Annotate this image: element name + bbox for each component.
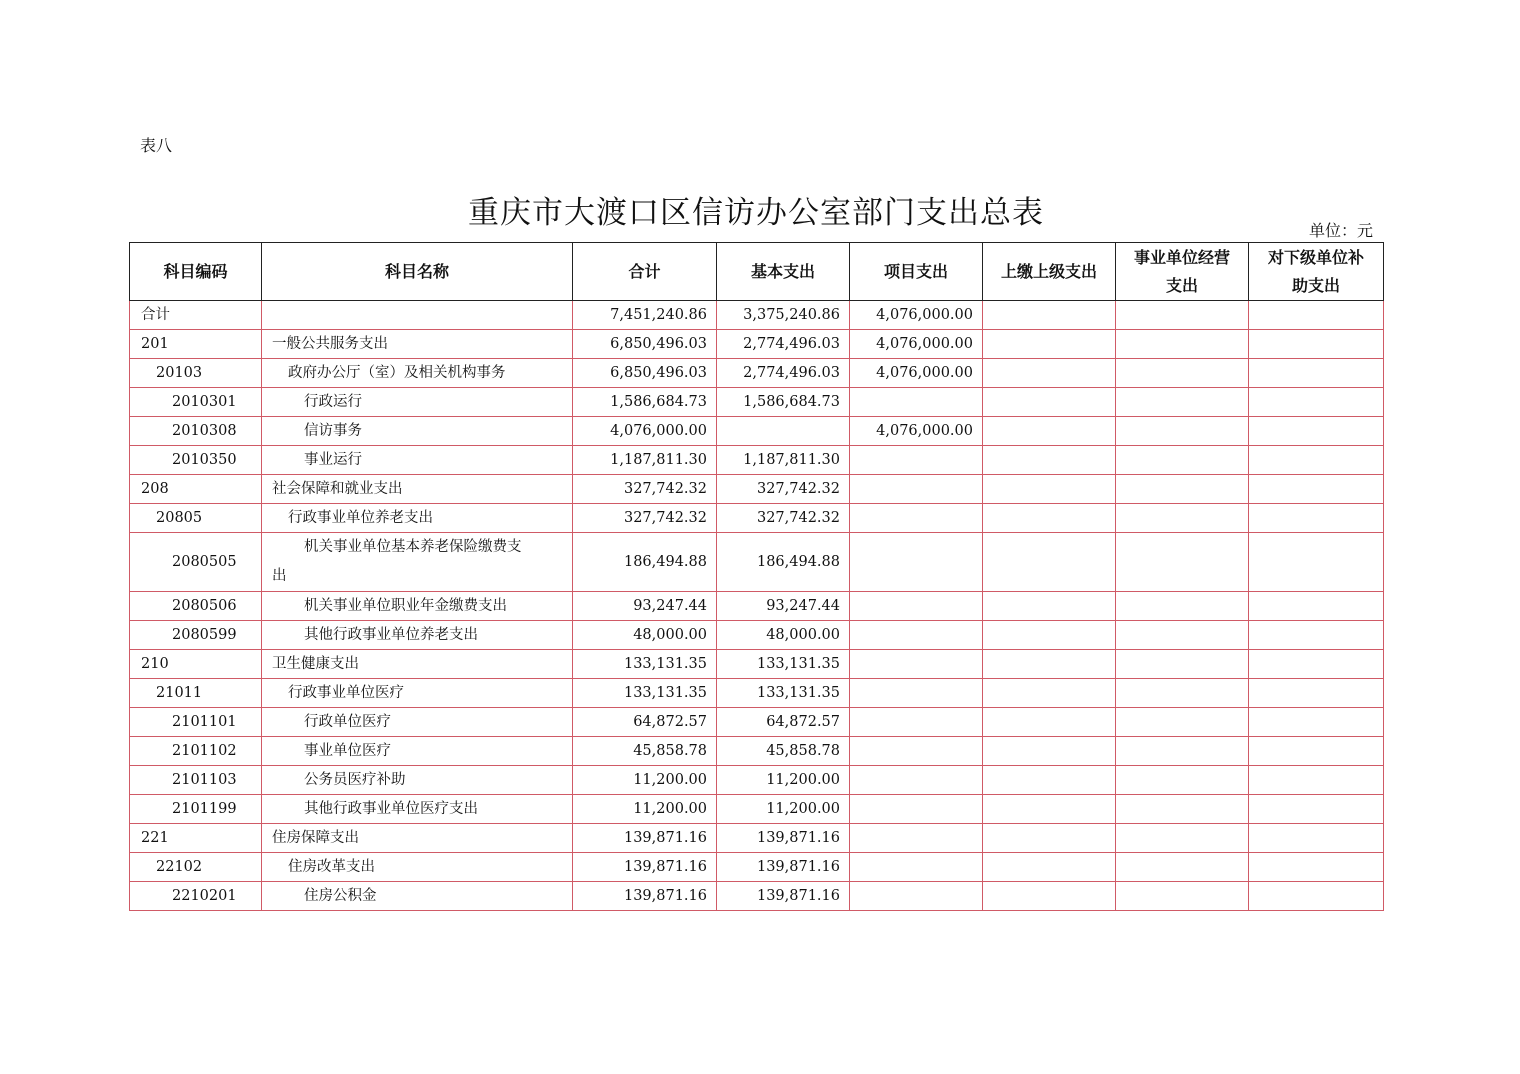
column-header: 项目支出 [850, 243, 983, 301]
total-amount-cell: 4,076,000.00 [573, 417, 717, 446]
business-amount-cell [1116, 592, 1249, 621]
basic-amount-cell: 2,774,496.03 [717, 330, 850, 359]
business-amount-cell [1116, 388, 1249, 417]
business-amount-cell [1116, 446, 1249, 475]
subject-name-cell: 行政事业单位养老支出 [262, 504, 573, 533]
subject-name-cell: 行政事业单位医疗 [262, 679, 573, 708]
subsidy-amount-cell [1249, 882, 1384, 911]
basic-amount-cell: 139,871.16 [717, 853, 850, 882]
upper-amount-cell [983, 708, 1116, 737]
expenditure-table [129, 242, 1384, 911]
subject-code-cell: 2080599 [130, 621, 262, 650]
table-row [130, 359, 1384, 388]
subject-code-cell: 20805 [130, 504, 262, 533]
column-header: 科目名称 [262, 243, 573, 301]
table-row [130, 795, 1384, 824]
business-amount-cell [1116, 853, 1249, 882]
business-amount-cell [1116, 621, 1249, 650]
total-amount-cell: 139,871.16 [573, 824, 717, 853]
basic-amount-cell: 139,871.16 [717, 882, 850, 911]
subject-name-cell: 事业运行 [262, 446, 573, 475]
table-row [130, 766, 1384, 795]
table-row [130, 882, 1384, 911]
upper-amount-cell [983, 330, 1116, 359]
project-amount-cell: 4,076,000.00 [850, 417, 983, 446]
project-amount-cell [850, 446, 983, 475]
total-amount-cell: 93,247.44 [573, 592, 717, 621]
upper-amount-cell [983, 592, 1116, 621]
subsidy-amount-cell [1249, 475, 1384, 504]
project-amount-cell: 4,076,000.00 [850, 359, 983, 388]
subject-code-cell: 2101103 [130, 766, 262, 795]
total-amount-cell: 6,850,496.03 [573, 330, 717, 359]
business-amount-cell [1116, 533, 1249, 592]
basic-amount-cell: 139,871.16 [717, 824, 850, 853]
project-amount-cell [850, 621, 983, 650]
table-row [130, 621, 1384, 650]
subsidy-amount-cell [1249, 621, 1384, 650]
basic-amount-cell: 327,742.32 [717, 475, 850, 504]
table-row [130, 824, 1384, 853]
subsidy-amount-cell [1249, 301, 1384, 330]
subsidy-amount-cell [1249, 417, 1384, 446]
basic-amount-cell: 11,200.00 [717, 795, 850, 824]
subject-name-cell: 一般公共服务支出 [262, 330, 573, 359]
subject-name-cell: 机关事业单位职业年金缴费支出 [262, 592, 573, 621]
project-amount-cell: 4,076,000.00 [850, 301, 983, 330]
project-amount-cell [850, 708, 983, 737]
business-amount-cell [1116, 650, 1249, 679]
subsidy-amount-cell [1249, 853, 1384, 882]
subject-name-cell: 其他行政事业单位养老支出 [262, 621, 573, 650]
subsidy-amount-cell [1249, 795, 1384, 824]
basic-amount-cell: 327,742.32 [717, 504, 850, 533]
basic-amount-cell: 1,187,811.30 [717, 446, 850, 475]
total-amount-cell: 7,451,240.86 [573, 301, 717, 330]
upper-amount-cell [983, 417, 1116, 446]
business-amount-cell [1116, 475, 1249, 504]
total-amount-cell: 327,742.32 [573, 475, 717, 504]
subject-name-line: 机关事业单位基本养老保险缴费支 [304, 539, 522, 555]
upper-amount-cell [983, 650, 1116, 679]
basic-amount-cell: 93,247.44 [717, 592, 850, 621]
business-amount-cell [1116, 824, 1249, 853]
upper-amount-cell [983, 882, 1116, 911]
total-amount-cell: 186,494.88 [573, 533, 717, 592]
subject-code-cell: 2101199 [130, 795, 262, 824]
subject-code-cell: 201 [130, 330, 262, 359]
business-amount-cell [1116, 330, 1249, 359]
subject-code-cell: 2010350 [130, 446, 262, 475]
subject-name-cell: 事业单位医疗 [262, 737, 573, 766]
business-amount-cell [1116, 708, 1249, 737]
subject-code-cell: 2080505 [130, 533, 262, 592]
upper-amount-cell [983, 446, 1116, 475]
subject-code-cell: 20103 [130, 359, 262, 388]
unit-label: 单位：元 [1308, 221, 1373, 240]
total-amount-cell: 133,131.35 [573, 679, 717, 708]
project-amount-cell [850, 533, 983, 592]
business-amount-cell [1116, 679, 1249, 708]
subject-name-cell: 信访事务 [262, 417, 573, 446]
subsidy-amount-cell [1249, 766, 1384, 795]
subject-code-cell: 2080506 [130, 592, 262, 621]
subsidy-amount-cell [1249, 533, 1384, 592]
total-amount-cell: 1,586,684.73 [573, 388, 717, 417]
business-amount-cell [1116, 795, 1249, 824]
basic-amount-cell: 186,494.88 [717, 533, 850, 592]
table-row [130, 853, 1384, 882]
subject-name-cell: 公务员医疗补助 [262, 766, 573, 795]
subject-name-cell: 政府办公厅（室）及相关机构事务 [262, 359, 573, 388]
basic-amount-cell: 133,131.35 [717, 679, 850, 708]
subsidy-amount-cell [1249, 330, 1384, 359]
business-amount-cell [1116, 766, 1249, 795]
column-header: 对下级单位补助支出 [1249, 243, 1384, 301]
table-body [130, 301, 1384, 911]
subject-code-cell: 21011 [130, 679, 262, 708]
project-amount-cell [850, 737, 983, 766]
subsidy-amount-cell [1249, 708, 1384, 737]
upper-amount-cell [983, 388, 1116, 417]
column-header: 基本支出 [717, 243, 850, 301]
total-amount-cell: 64,872.57 [573, 708, 717, 737]
table-row [130, 475, 1384, 504]
subject-code-cell: 22102 [130, 853, 262, 882]
upper-amount-cell [983, 359, 1116, 388]
subsidy-amount-cell [1249, 504, 1384, 533]
table-row [130, 301, 1384, 330]
subsidy-amount-cell [1249, 592, 1384, 621]
table-row [130, 592, 1384, 621]
business-amount-cell [1116, 301, 1249, 330]
total-amount-cell: 11,200.00 [573, 795, 717, 824]
subject-name-line: 出 [272, 568, 287, 584]
upper-amount-cell [983, 621, 1116, 650]
project-amount-cell [850, 882, 983, 911]
subject-code-cell: 2010308 [130, 417, 262, 446]
upper-amount-cell [983, 504, 1116, 533]
subsidy-amount-cell [1249, 388, 1384, 417]
total-amount-cell: 327,742.32 [573, 504, 717, 533]
column-header: 事业单位经营支出 [1116, 243, 1249, 301]
project-amount-cell [850, 853, 983, 882]
column-header: 科目编码 [130, 243, 262, 301]
subject-code-cell: 2101101 [130, 708, 262, 737]
header-row [130, 243, 1384, 301]
subject-name-cell: 行政运行 [262, 388, 573, 417]
subject-name-cell: 住房保障支出 [262, 824, 573, 853]
total-amount-cell: 1,187,811.30 [573, 446, 717, 475]
upper-amount-cell [983, 679, 1116, 708]
table-row [130, 737, 1384, 766]
project-amount-cell [850, 592, 983, 621]
total-amount-cell: 139,871.16 [573, 882, 717, 911]
table-row [130, 708, 1384, 737]
basic-amount-cell: 133,131.35 [717, 650, 850, 679]
subsidy-amount-cell [1249, 824, 1384, 853]
basic-amount-cell: 64,872.57 [717, 708, 850, 737]
project-amount-cell [850, 766, 983, 795]
upper-amount-cell [983, 533, 1116, 592]
total-amount-cell: 45,858.78 [573, 737, 717, 766]
total-amount-cell: 133,131.35 [573, 650, 717, 679]
subject-name-cell [262, 301, 573, 330]
upper-amount-cell [983, 824, 1116, 853]
subject-code-cell: 2010301 [130, 388, 262, 417]
basic-amount-cell: 3,375,240.86 [717, 301, 850, 330]
upper-amount-cell [983, 853, 1116, 882]
business-amount-cell [1116, 417, 1249, 446]
subject-name-cell: 社会保障和就业支出 [262, 475, 573, 504]
upper-amount-cell [983, 301, 1116, 330]
business-amount-cell [1116, 737, 1249, 766]
subject-code-cell: 2101102 [130, 737, 262, 766]
project-amount-cell: 4,076,000.00 [850, 330, 983, 359]
basic-amount-cell: 1,586,684.73 [717, 388, 850, 417]
basic-amount-cell: 2,774,496.03 [717, 359, 850, 388]
subject-code-cell: 210 [130, 650, 262, 679]
table-row [130, 388, 1384, 417]
subsidy-amount-cell [1249, 650, 1384, 679]
table-row [130, 330, 1384, 359]
table-row [130, 679, 1384, 708]
basic-amount-cell [717, 417, 850, 446]
subject-code-cell: 221 [130, 824, 262, 853]
project-amount-cell [850, 650, 983, 679]
basic-amount-cell: 11,200.00 [717, 766, 850, 795]
table-row [130, 650, 1384, 679]
project-amount-cell [850, 475, 983, 504]
table-row [130, 504, 1384, 533]
basic-amount-cell: 45,858.78 [717, 737, 850, 766]
subject-name-cell: 住房公积金 [262, 882, 573, 911]
project-amount-cell [850, 388, 983, 417]
upper-amount-cell [983, 475, 1116, 504]
subject-name-cell: 行政单位医疗 [262, 708, 573, 737]
subject-code-cell: 合计 [130, 301, 262, 330]
column-header: 合计 [573, 243, 717, 301]
total-amount-cell: 6,850,496.03 [573, 359, 717, 388]
subsidy-amount-cell [1249, 679, 1384, 708]
business-amount-cell [1116, 359, 1249, 388]
upper-amount-cell [983, 795, 1116, 824]
project-amount-cell [850, 824, 983, 853]
upper-amount-cell [983, 737, 1116, 766]
total-amount-cell: 48,000.00 [573, 621, 717, 650]
subject-code-cell: 208 [130, 475, 262, 504]
page-title: 重庆市大渡口区信访办公室部门支出总表 [468, 194, 1044, 231]
project-amount-cell [850, 795, 983, 824]
total-amount-cell: 11,200.00 [573, 766, 717, 795]
subject-name-cell: 卫生健康支出 [262, 650, 573, 679]
total-amount-cell: 139,871.16 [573, 853, 717, 882]
table-number-label: 表八 [140, 136, 173, 155]
subsidy-amount-cell [1249, 359, 1384, 388]
table-row [130, 446, 1384, 475]
column-header: 上缴上级支出 [983, 243, 1116, 301]
subsidy-amount-cell [1249, 737, 1384, 766]
subject-code-cell: 2210201 [130, 882, 262, 911]
subject-name-cell [262, 533, 573, 592]
basic-amount-cell: 48,000.00 [717, 621, 850, 650]
table-row [130, 533, 1384, 592]
subject-name-cell: 住房改革支出 [262, 853, 573, 882]
business-amount-cell [1116, 882, 1249, 911]
project-amount-cell [850, 504, 983, 533]
subject-name-cell: 其他行政事业单位医疗支出 [262, 795, 573, 824]
upper-amount-cell [983, 766, 1116, 795]
project-amount-cell [850, 679, 983, 708]
business-amount-cell [1116, 504, 1249, 533]
subsidy-amount-cell [1249, 446, 1384, 475]
table-row [130, 417, 1384, 446]
